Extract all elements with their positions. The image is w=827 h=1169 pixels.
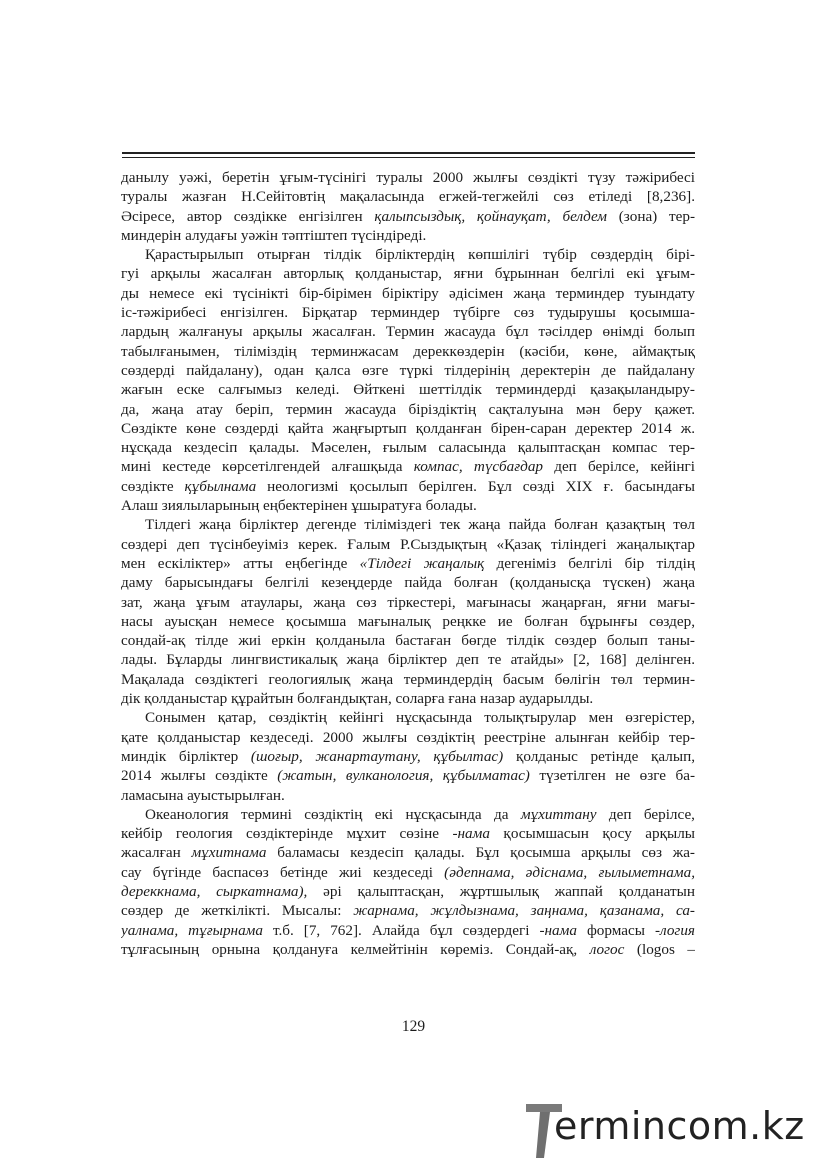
page-number: 129 — [401, 1018, 426, 1035]
text-line: сау бүгінде баспасөз бетінде жиі кездеседі (әдепнама, әдіснама, ғылыметнама, — [121, 863, 695, 881]
italic-term: «Тілдегі жаңалық — [359, 554, 485, 572]
text-line: уалнама, тұғырнама т.б. [7, 762]. Алайда бұл сөздердегі -нама формасы -логия — [121, 921, 695, 939]
text-line: да, жаңа атау беріп, термин жасауда біріздіктің сақталуына мән беру қажет. — [121, 400, 695, 418]
italic-term: құбылнама — [184, 477, 257, 495]
text-line: ды немесе екі түсінікті бір-бірімен біріктіру әдісімен жаңа терминдер туындату — [121, 284, 695, 302]
italic-term: уалнама, тұғырнама — [121, 921, 263, 939]
text-line: қате қолданыстар кездеседі. 2000 жылғы сөздіктің реестріне алынған кейбір тер- — [121, 728, 695, 746]
text-line: миндік бірліктер (шоғыр, жанартаутану, құбылтас) қолданыс ретінде қалып, — [121, 747, 695, 765]
text-line: Сонымен қатар, сөздіктің кейінгі нұсқасында толықтырулар мен өзгерістер, — [145, 709, 695, 727]
text-line: мині кестеде көрсетілгендей алғашқыда компас, түсбағдар деп берілсе, кейінгі — [121, 458, 695, 476]
text-line: сөздерді пайдалану), одан қалса өзге түркі тілдерінің деректерін де пайдалану — [121, 361, 695, 379]
italic-term: -нама — [539, 921, 577, 939]
logo-text: ermincom.kz — [554, 1104, 805, 1148]
body-text — [121, 168, 695, 959]
text-line: Алаш зиялыларының еңбектерінен ұшыратуға болады. — [121, 497, 477, 515]
text-line: іс-тәжірибесі енгізілген. Бірқатар терминдер түбірге сөз тудырушы қосымша- — [121, 304, 695, 322]
text-line: данылу уәжі, беретін ұғым-түсінігі туралы 2000 жылғы сөздікті түзу тәжірибесі — [121, 169, 695, 186]
text-line: тұлғасының орнына қолдануға келмейтінін көреміз. Сондай-ақ, логос (logos – — [121, 940, 695, 958]
text-line: сондай-ақ тілде жиі еркін қолданыла бастаған бөгде тілдік сөздер болып таны- — [121, 632, 695, 650]
text-line: Сөздікте көне сөздерді қайта жаңғыртып қолданған бірен-саран деректер 2014 ж. — [121, 419, 695, 437]
italic-term: (әдепнама, әдіснама, ғылыметнама, — [444, 863, 695, 881]
text-line: сөздер де жеткілікті. Мысалы: жарнама, жұлдызнама, заңнама, қазанама, са- — [121, 902, 695, 920]
text-line: Әсіресе, автор сөздікке енгізілген қалыпсыздық, қойнауқат, белдем (зона) тер- — [121, 207, 695, 225]
text-line: Қарастырылып отырған тілдік бірліктердің көпшілігі түбір сөздердің бірі- — [145, 246, 695, 264]
text-line: лады. Бұларды лингвистикалық жаңа бірліктер деп те атайды» [2, 168] делінген. — [121, 651, 695, 669]
text-line: жасалған мұхитнама баламасы кездесіп қалады. Бұл қосымша арқылы сөз жа- — [121, 844, 695, 862]
text-line: Тілдегі жаңа бірліктер дегенде тіліміздегі тек жаңа пайда болған қазақтың төл — [145, 516, 695, 534]
text-line: зат, жаңа ұғым атаулары, жаңа сөз тіркестері, мағынасы жаңарған, яғни мағы- — [121, 593, 695, 611]
text-line: нұсқада кездесіп қалады. Мәселен, ғылым саласында қалыптасқан компас тер- — [121, 439, 695, 457]
text-line: насы ауысқан немесе қосымша мағыналық реңкке ие болған бұрынғы сөздер, — [121, 612, 695, 630]
text-line: сөздікте құбылнама неологизмі қосылып берілген. Бұл сөзді XIX ғ. басындағы — [121, 477, 695, 495]
italic-term: компас, түсбағдар — [413, 458, 544, 476]
italic-term: -логия — [654, 921, 695, 939]
text-line: дереккнама, сыркатнама), әрі қалыптасқан, жұртшылық жаппай қолданатын — [121, 882, 695, 900]
text-line: мен ескіліктер» атты еңбегінде «Тілдегі жаңалық дегеніміз белгілі бір тілдің — [121, 554, 695, 572]
italic-term: (шоғыр, жанартаутану, құбылтас) — [250, 747, 504, 765]
text-line: дік қолданыстар құрайтын болғандықтан, соларға ғана назар аударылды. — [121, 690, 594, 708]
italic-term: мұхитнама — [191, 844, 267, 862]
text-line: миндерін алудағы уәжін тәптіштеп түсіндіреді. — [121, 226, 427, 244]
text-line: Мақалада сөздіктегі геологиялық жаңа терминдердің басым бөлігін төл термин- — [121, 670, 695, 688]
italic-term: мұхиттану — [520, 805, 597, 823]
text-line: ламасына ауыстырылған. — [121, 786, 285, 804]
text-line: жағын еске салғымыз келеді. Өйткені шеттілдік терминдерді қазақыландыру- — [121, 381, 695, 399]
italic-term: логос — [589, 940, 625, 958]
termincom-logo — [524, 1098, 814, 1162]
text-line: 2014 жылғы сөздікте (жатын, вулканология, құбылматас) түзетілген не өзге ба- — [121, 767, 695, 785]
text-line: кейбір геология сөздіктерінде мұхит сөзіне -нама қосымшасын қосу арқылы — [121, 825, 695, 843]
italic-term: (жатын, вулканология, құбылматас) — [277, 767, 530, 785]
text-line: сөздері деп түсінбеуіміз керек. Ғалым Р.Сыздықтың «Қазақ тіліндегі жаңалықтар — [121, 535, 695, 553]
italic-term: -нама — [452, 825, 490, 843]
italic-term: жарнама, жұлдызнама, заңнама, қазанама, са- — [353, 902, 695, 920]
text-line: гуі арқылы жасалған авторлық қолданыстар, яғни бұрыннан белгілі екі ұғым- — [121, 265, 695, 283]
italic-term: дереккнама, сыркатнама), — [121, 882, 308, 900]
text-line: даму барысындағы белгілі кезеңдерде пайда болған (қолданысқа түскен) жаңа — [121, 574, 695, 592]
text-line: Океанология термині сөздіктің екі нұсқасында да мұхиттану деп берілсе, — [145, 805, 695, 823]
text-line: туралы жазған Н.Сейітовтің мақаласында егжей-тегжейлі сөз етіледі [8,236]. — [121, 188, 695, 206]
header-rule-thick — [122, 152, 695, 154]
italic-term: қалыпсыздық, қойнауқат, белдем — [374, 207, 608, 225]
text-line: табылғанымен, тіліміздің терминжасам дереккөздерін (кәсіби, көне, аймақтық — [121, 342, 695, 360]
text-line: лардың жалғануы арқылы жасалған. Термин жасауда бұл тәсілдер өнімді болып — [121, 323, 695, 341]
header-rule-thin — [122, 157, 695, 158]
